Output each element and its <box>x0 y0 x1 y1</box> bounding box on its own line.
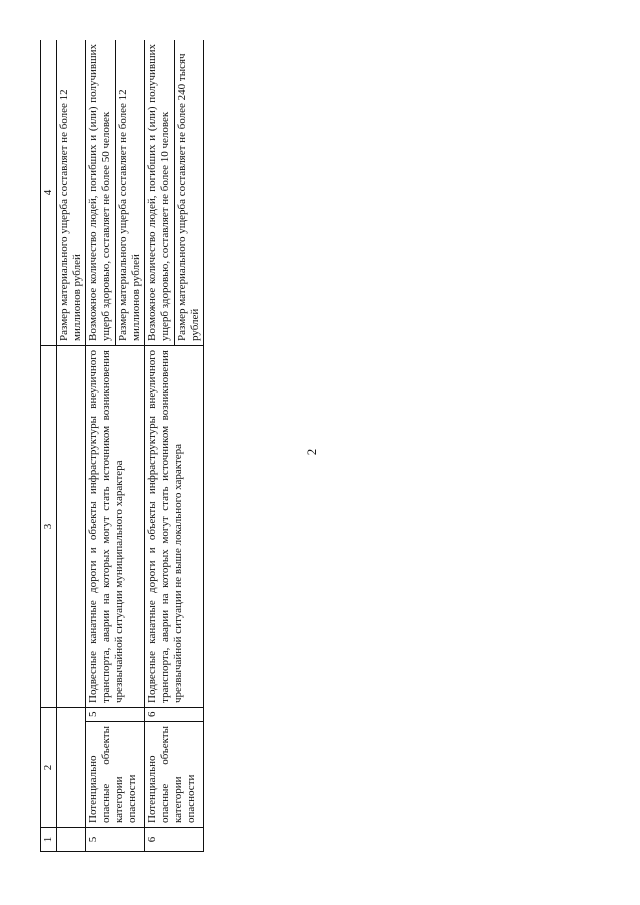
header-cell-3: 3 <box>41 346 57 708</box>
criteria-people: Возможное количество людей, погибших и (или) получивших ущерб здоровью, составляет не более 10 человек <box>145 44 171 341</box>
category-cell: Потенциально опасные объекты категории опасности <box>144 722 203 828</box>
criteria-people: Возможное количество людей, погибших и (или) получивших ущерб здоровью, составляет не более 50 человек <box>86 44 112 341</box>
continuation-row <box>56 40 85 852</box>
criteria-damage: Размер материального ущерба составляет не более 12 миллионов рублей <box>115 40 143 345</box>
category-number: 5 <box>85 708 144 722</box>
criteria-cell <box>85 40 144 346</box>
row-number: 6 <box>144 828 203 852</box>
empty-cell <box>56 828 85 852</box>
header-cell-4: 4 <box>41 40 57 346</box>
empty-cell <box>56 346 85 708</box>
objects-cell: Подвесные канатные дороги и объекты инфраструктуры внеуличного транспорта, аварии на которых могут стать источником возникновения чрезвычайной ситуации не выше локального характера <box>144 346 203 708</box>
rotated-content <box>40 40 264 852</box>
row-number: 5 <box>85 828 144 852</box>
category-cell: Потенциально опасные объекты категории опасности <box>85 722 144 828</box>
objects-cell: Подвесные канатные дороги и объекты инфраструктуры внеуличного транспорта, аварии на которых могут стать источником возникновения чрезвычайной ситуации муниципального характера <box>85 346 144 708</box>
header-cell-2: 2 <box>41 708 57 828</box>
header-row <box>41 40 57 852</box>
criteria-damage: Размер материального ущерба составляет не более 240 тысяч рублей <box>174 40 202 345</box>
page-number: 2 <box>304 448 319 456</box>
table-row-5 <box>85 40 144 852</box>
category-number: 6 <box>144 708 203 722</box>
empty-cell <box>56 708 85 828</box>
table-row-6 <box>144 40 203 852</box>
criteria-cell: Размер материального ущерба составляет не более 12 миллионов рублей <box>56 40 85 346</box>
hazard-category-table <box>40 40 204 852</box>
criteria-cell <box>144 40 203 346</box>
rotated-table-area <box>40 40 264 852</box>
header-cell-1: 1 <box>41 828 57 852</box>
